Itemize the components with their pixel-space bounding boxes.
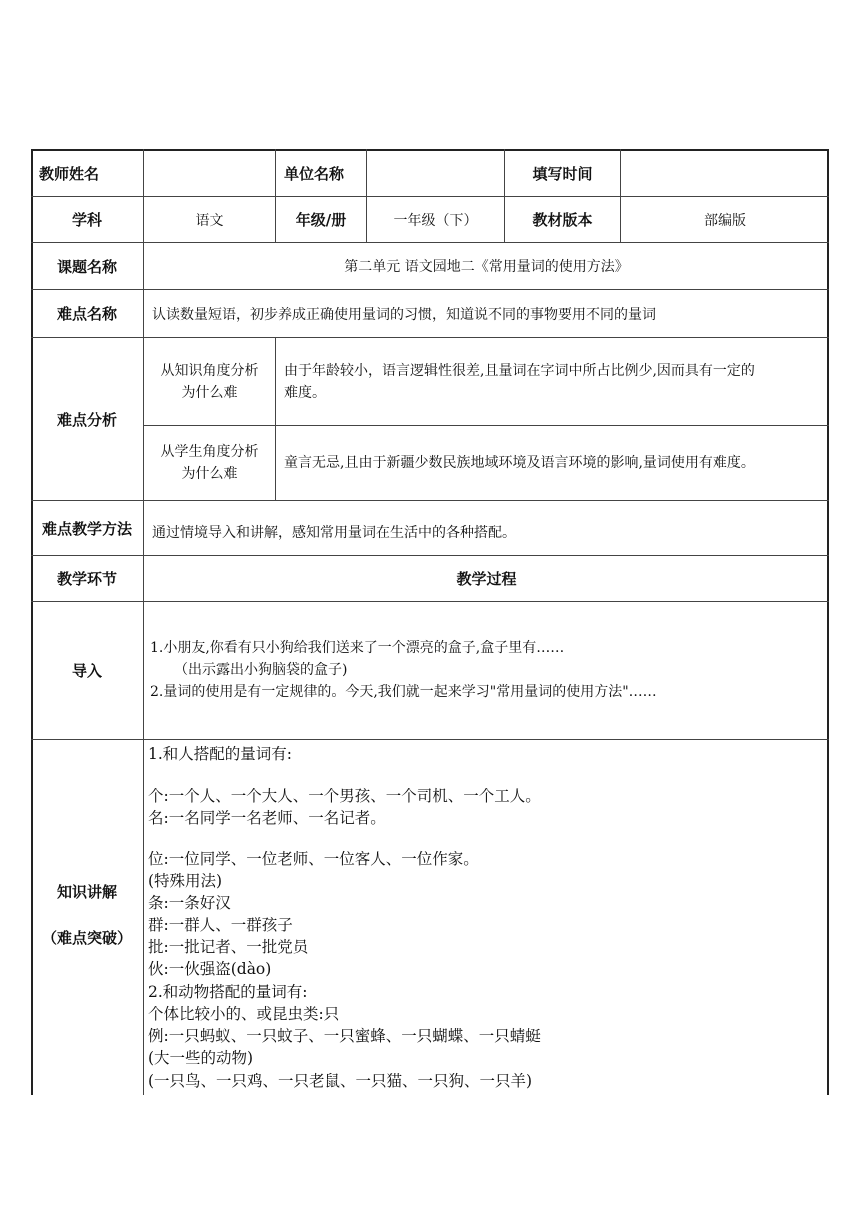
knowledge-line: 例:一只蚂蚁、一只蚊子、一只蜜蜂、一只蝴蝶、一只蜻蜓	[148, 1027, 541, 1045]
difficulty-label: 难点名称	[56, 305, 117, 323]
intro-line: 1.小朋友,你看有只小狗给我们送来了一个漂亮的盒子,盒子里有……	[150, 640, 565, 656]
lesson-title-label: 课题名称	[56, 257, 117, 276]
method-label: 难点教学方法	[41, 519, 132, 538]
subject-value: 语文	[195, 212, 224, 229]
edition-value: 部编版	[704, 212, 746, 229]
student-angle-line: 为什么难	[181, 466, 238, 482]
knowledge-label-line: 知识讲解	[56, 883, 117, 901]
subject-label: 学科	[71, 211, 102, 229]
knowledge-angle-line: 为什么难	[181, 384, 238, 401]
knowledge-line: 名:一名同学一名老师、一名记者。	[148, 809, 386, 827]
knowledge-line: (大一些的动物)	[148, 1049, 254, 1067]
intro-line: 2.量词的使用是有一定规律的。今天,我们就一起来学习"常用量词的使用方法"……	[150, 684, 657, 700]
knowledge-line: 位:一位同学、一位老师、一位客人、一位作家。	[148, 850, 479, 868]
student-angle-text: 童言无忌,且由于新疆少数民族地域环境及语言环境的影响,量词使用有难度。	[284, 455, 755, 471]
knowledge-line: 2.和动物搭配的量词有:	[148, 983, 308, 1001]
column-divider	[275, 337, 276, 500]
analysis-label: 难点分析	[56, 410, 117, 429]
knowledge-line: 个:一个人、一个大人、一个男孩、一个司机、一个工人。	[148, 787, 541, 805]
unit-name-label: 单位名称	[284, 165, 345, 183]
knowledge-angle-text: 由于年龄较小，语言逻辑性很差,且量词在字词中所占比例少,因而具有一定的 难度。	[284, 363, 755, 401]
knowledge-line: 群:一群人、一群孩子	[148, 916, 293, 934]
student-angle-line: 从学生角度分析	[160, 444, 259, 460]
fill-time-label: 填写时间	[532, 165, 593, 183]
knowledge-line: 伙:一伙强盗(dào)	[148, 960, 272, 978]
knowledge-angle-label	[144, 338, 275, 425]
method-value: 通过情境导入和讲解，感知常用量词在生活中的各种搭配。	[152, 525, 516, 541]
knowledge-line: 条:一条好汉	[148, 894, 231, 912]
unit-name-value[interactable]	[367, 151, 504, 196]
knowledge-line: 个体比较小的、或昆虫类:只	[148, 1005, 340, 1023]
knowledge-line: 批:一批记者、一批党员	[148, 938, 309, 956]
grade-value: 一年级（下）	[393, 212, 478, 229]
lesson-title-value: 第二单元 语文园地二《常用量词的使用方法》	[344, 259, 629, 275]
intro-line: （出示露出小狗脑袋的盒子)	[174, 662, 348, 678]
teacher-name-value[interactable]	[144, 151, 275, 196]
process-header: 教学过程	[456, 570, 517, 588]
row-divider	[31, 601, 829, 602]
fill-time-value[interactable]	[621, 151, 829, 196]
stage-header: 教学环节	[56, 570, 117, 588]
knowledge-line: 1.和人搭配的量词有:	[148, 745, 293, 763]
difficulty-value: 认读数量短语，初步养成正确使用量词的习惯，知道说不同的事物要用不同的量词	[152, 306, 656, 323]
knowledge-label	[31, 870, 143, 960]
knowledge-line: (一只鸟、一只鸡、一只老鼠、一只猫、一只狗、一只羊)	[148, 1072, 533, 1090]
row-divider	[31, 739, 829, 740]
intro-label: 导入	[71, 662, 102, 680]
grade-label: 年级/册	[295, 211, 347, 229]
edition-label: 教材版本	[532, 211, 593, 229]
student-angle-label	[144, 426, 275, 500]
knowledge-angle-line: 从知识角度分析	[160, 362, 259, 379]
knowledge-label-line: （难点突破）	[41, 929, 132, 947]
knowledge-line: (特殊用法)	[148, 872, 223, 890]
teacher-name-label: 教师姓名	[39, 165, 100, 183]
